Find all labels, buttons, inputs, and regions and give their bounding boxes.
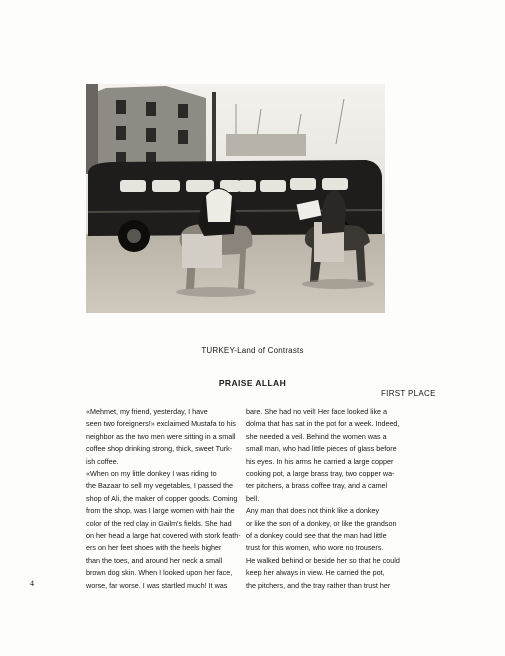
text-line: Any man that does not think like a donkey: [246, 506, 380, 516]
text-line: or like the son of a donkey, or like the grandson: [246, 518, 397, 528]
text-line: neighbor as the two men were sitting in a small: [86, 431, 236, 441]
text-line: bell.: [246, 493, 260, 503]
text-line: «When on my little donkey I was riding to: [86, 469, 217, 479]
text-line: worse, far worse. I was startled much! It was: [86, 580, 228, 590]
text-line: of a donkey could see that the man had little: [246, 531, 387, 541]
text-line: He walked behind or beside her so that he could: [246, 555, 400, 565]
text-line: from the shop, was I large women with hair the: [86, 506, 235, 516]
text-line: dolma that has sat in the pot for a week. Indeed,: [246, 419, 400, 429]
text-line: keep her always in view. He carried the pot,: [246, 568, 385, 578]
text-line: ers on her feet shoes with the heels higher: [86, 543, 222, 553]
text-line: shop of Ali, the maker of copper goods. Coming: [86, 493, 238, 503]
text-line: the Bazaar to sell my vegetables, I passed the: [86, 481, 234, 491]
photo-caption: TURKEY-Land of Contrasts: [201, 346, 304, 355]
text-line: ish coffee.: [86, 456, 119, 466]
bus-and-donkeys-image: [86, 84, 385, 313]
street-photo: [86, 84, 385, 313]
text-line: small man, who had little pieces of glass before: [246, 444, 397, 454]
text-line: cooking pot, a large brass tray, two copper wa-: [246, 469, 395, 479]
text-line: trust for this women, who wore no trousers.: [246, 543, 384, 553]
text-line: than the toes, and around her neck a small: [86, 555, 223, 565]
text-line: the pitchers, and the tray rather than trust her: [246, 580, 391, 590]
article-title: PRAISE ALLAH: [218, 378, 287, 388]
text-line: she needed a veil. Behind the women was a: [246, 431, 387, 441]
text-line: coffee shop drinking strong, thick, sweet Turk-: [86, 444, 233, 454]
award-label: FIRST PLACE: [381, 389, 436, 398]
text-line: brown dog skin. When I looked upon her face,: [86, 568, 233, 578]
left-text-column: [86, 406, 256, 592]
text-line: ter pitchers, a brass coffee tray, and a camel: [246, 481, 388, 491]
text-line: on her head a large hat covered with stork feath-: [86, 531, 241, 541]
page-number: 4: [30, 579, 34, 588]
text-line: his eyes. In his arms he carried a large copper: [246, 456, 394, 466]
text-line: color of the red clay in Gailm's fields. She had: [86, 518, 232, 528]
right-text-column: [246, 406, 416, 592]
text-line: «Mehmet, my friend, yesterday, I have: [86, 407, 208, 416]
text-line: bare. She had no veil! Her face looked like a: [246, 407, 388, 416]
text-line: seen two foreigners!» exclaimed Mustafa to his: [86, 419, 236, 429]
